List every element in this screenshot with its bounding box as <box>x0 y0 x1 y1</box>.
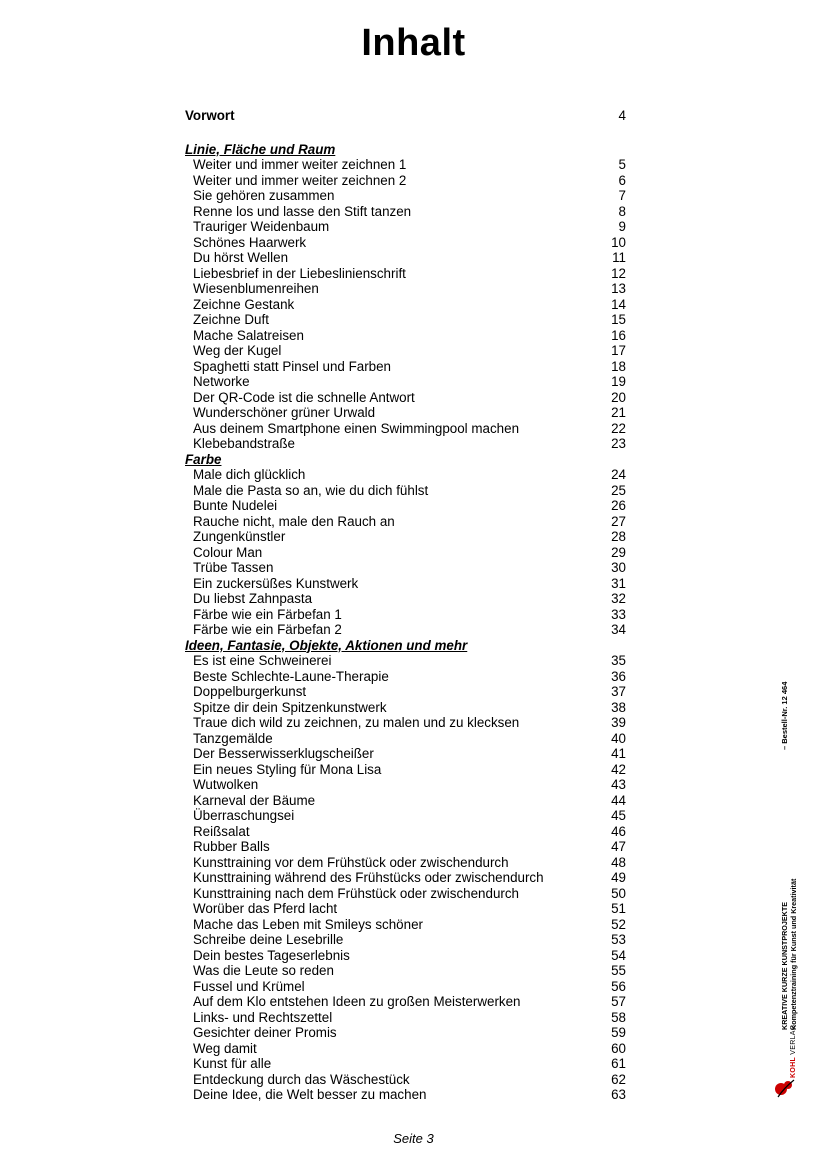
toc-entry-page: 14 <box>611 296 626 312</box>
toc-entry-title: Weiter und immer weiter zeichnen 2 <box>193 172 407 188</box>
toc-entry-page: 37 <box>611 684 626 699</box>
toc-entry-page: 59 <box>611 1025 626 1040</box>
toc-entry-page: 39 <box>611 715 626 730</box>
toc-entry-page: 34 <box>611 622 626 637</box>
toc-entry <box>185 808 626 824</box>
toc-entry-page: 25 <box>611 482 626 498</box>
toc-entry <box>185 731 626 747</box>
toc-entry-title: Deine Idee, die Welt besser zu machen <box>193 1087 427 1102</box>
toc-entry-title: Der QR-Code ist die schnelle Antwort <box>193 389 415 405</box>
toc-entry-title: Gesichter deiner Promis <box>193 1025 337 1040</box>
toc-entry <box>185 886 626 902</box>
toc-entry <box>185 421 626 437</box>
toc-entry-title: Wiesenblumenreihen <box>193 281 319 296</box>
toc-entry-title: Vorwort <box>185 108 235 123</box>
toc-entry-page: 28 <box>611 529 626 544</box>
toc-entry-page: 21 <box>611 405 626 420</box>
toc-entry-page: 20 <box>611 389 626 405</box>
toc-entry <box>185 994 626 1010</box>
toc-entry-page: 22 <box>611 420 626 436</box>
toc-entry-title: Farbe <box>185 451 222 467</box>
toc-entry-title: Färbe wie ein Färbefan 2 <box>193 622 342 637</box>
toc-entry-page: 57 <box>611 994 626 1009</box>
toc-entry-title: Trübe Tassen <box>193 560 274 575</box>
toc-entry-page: 24 <box>611 467 626 482</box>
toc-entry <box>185 1087 626 1103</box>
toc-entry-title: Links- und Rechtszettel <box>193 1009 333 1025</box>
toc-entry <box>185 948 626 964</box>
toc-entry-page: 10 <box>611 234 626 250</box>
toc-entry-page: 47 <box>611 839 626 854</box>
toc-entry <box>185 700 626 716</box>
toc-entry-page: 46 <box>611 823 626 839</box>
page-footer: Seite 3 <box>393 1131 434 1146</box>
toc-entry-title: Weiter und immer weiter zeichnen 1 <box>193 157 407 172</box>
toc-entry <box>185 343 626 359</box>
publisher-logo-icon <box>774 1076 798 1098</box>
toc-section-heading <box>185 142 626 158</box>
toc-entry <box>185 777 626 793</box>
toc-entry <box>185 1025 626 1041</box>
toc-entry-title: Rubber Balls <box>193 839 270 854</box>
toc-entry-page: 33 <box>611 606 626 622</box>
toc-entry <box>185 297 626 313</box>
toc-entry-title: Spaghetti statt Pinsel und Farben <box>193 358 392 374</box>
toc-entry-title: Ein neues Styling für Mona Lisa <box>193 761 382 777</box>
toc-entry-title: Bunte Nudelei <box>193 498 278 513</box>
toc-entry-page: 17 <box>611 343 626 358</box>
toc-entry-page: 63 <box>611 1087 626 1102</box>
toc-entry <box>185 932 626 948</box>
toc-entry-title: Zeichne Duft <box>193 312 269 327</box>
toc-entry-title: Der Besserwisserklugscheißer <box>193 746 374 761</box>
toc-entry-page: 19 <box>611 374 626 389</box>
toc-entry-page: 41 <box>611 746 626 761</box>
toc-section-heading <box>185 638 626 654</box>
toc-entry-page: 11 <box>612 250 626 265</box>
toc-entry-page: 51 <box>611 901 626 916</box>
toc-entry-page: 62 <box>611 1071 626 1087</box>
toc-entry-page: 12 <box>611 265 626 281</box>
toc-entry-page: 42 <box>611 761 626 777</box>
toc-entry <box>185 762 626 778</box>
toc-entry-title: Mache Salatreisen <box>193 327 304 343</box>
toc-entry-title: Wunderschöner grüner Urwald <box>193 405 376 420</box>
toc-entry-title: Male die Pasta so an, wie du dich fühlst <box>193 482 429 498</box>
toc-entry-title: Colour Man <box>193 544 263 560</box>
toc-entry <box>185 669 626 685</box>
toc-entry-title: Worüber das Pferd lacht <box>193 901 338 916</box>
toc-entry-page: 32 <box>611 591 626 606</box>
toc-entry-page: 45 <box>611 808 626 823</box>
series-title: KREATIVE KURZE KUNSTPROJEKTE <box>780 901 789 1030</box>
toc-entry-title: Entdeckung durch das Wäschestück <box>193 1071 410 1087</box>
toc-entry-page: 53 <box>611 932 626 947</box>
toc-entry-page: 8 <box>618 203 626 219</box>
toc-entry-page: 6 <box>618 172 626 188</box>
toc-entry <box>185 1010 626 1026</box>
toc-entry <box>185 963 626 979</box>
toc-entry-title: Kunsttraining während des Frühstücks oder zwischendurch <box>193 870 544 885</box>
toc-entry-title: Spitze dir dein Spitzenkunstwerk <box>193 699 387 715</box>
toc-entry <box>185 498 626 514</box>
toc-entry-page: 13 <box>611 281 626 296</box>
toc-entry-page: 60 <box>611 1040 626 1056</box>
toc-entry-page: 48 <box>611 854 626 870</box>
page-title: Inhalt <box>361 22 466 64</box>
toc-entry-page: 5 <box>618 157 626 172</box>
toc-entry <box>185 855 626 871</box>
toc-entry-page: 40 <box>611 730 626 746</box>
sidebar-text <box>780 650 810 1030</box>
toc-entry-page: 43 <box>611 777 626 792</box>
toc-entry <box>185 839 626 855</box>
toc-entry-title: Reißsalat <box>193 823 250 839</box>
toc-entry-page: 4 <box>618 108 626 123</box>
toc-entry-page: 30 <box>611 560 626 575</box>
toc-entry-title: Karneval der Bäume <box>193 792 316 808</box>
publisher-name <box>790 1024 802 1078</box>
toc-entry-page: 18 <box>611 358 626 374</box>
order-number: – Bestell-Nr. 12 464 <box>780 681 789 750</box>
toc-entry <box>185 374 626 390</box>
toc-entry-title: Schreibe deine Lesebrille <box>193 932 344 947</box>
toc-entry <box>185 1056 626 1072</box>
toc-entry-page: 54 <box>611 947 626 963</box>
toc-entry-page: 44 <box>611 792 626 808</box>
toc-entry-page: 55 <box>611 963 626 978</box>
toc-entry <box>185 684 626 700</box>
toc-entry <box>185 529 626 545</box>
toc-entry-title: Kunsttraining nach dem Frühstück oder zwischendurch <box>193 885 520 901</box>
toc-entry-page: 26 <box>611 498 626 513</box>
toc-entry-page: 27 <box>611 513 626 529</box>
toc-entry-page: 58 <box>611 1009 626 1025</box>
toc-entry-page: 50 <box>611 885 626 901</box>
toc-entry-page: 29 <box>611 544 626 560</box>
toc-entry-page: 36 <box>611 668 626 684</box>
toc-entry-page: 9 <box>618 219 626 234</box>
publisher-sidebar <box>770 681 810 1100</box>
toc-entry <box>185 250 626 266</box>
toc-entry-title: Beste Schlechte-Laune-Therapie <box>193 668 389 684</box>
toc-entry <box>185 235 626 251</box>
toc-entry <box>185 622 626 638</box>
publisher-kohl: KOHL <box>790 1056 797 1078</box>
toc-entry-title: Linie, Fläche und Raum <box>185 141 336 157</box>
toc-entry-title: Zungenkünstler <box>193 529 286 544</box>
toc-entry <box>185 607 626 623</box>
toc-entry-title: Liebesbrief in der Liebeslinienschrift <box>193 265 406 281</box>
toc-entry <box>185 405 626 421</box>
toc-entry <box>185 467 626 483</box>
toc-entry-title: Ideen, Fantasie, Objekte, Aktionen und mehr <box>185 637 468 653</box>
toc-entry-title: Traue dich wild zu zeichnen, zu malen und zu klecksen <box>193 715 520 730</box>
toc-entry-page: 49 <box>611 870 626 885</box>
toc-entry <box>185 173 626 189</box>
toc-entry-title: Du hörst Wellen <box>193 250 289 265</box>
toc-entry <box>185 901 626 917</box>
toc-entry <box>185 1041 626 1057</box>
toc-entry <box>185 576 626 592</box>
toc-entry-title: Was die Leute so reden <box>193 963 334 978</box>
toc-entry-title: Doppelburgerkunst <box>193 684 307 699</box>
toc-entry-page: 61 <box>611 1056 626 1071</box>
toc-entry <box>185 824 626 840</box>
toc-entry <box>185 312 626 328</box>
toc-entry-title: Du liebst Zahnpasta <box>193 591 313 606</box>
toc-entry-page: 16 <box>611 327 626 343</box>
toc-entry-title: Sie gehören zusammen <box>193 188 335 203</box>
toc-entry-title: Male dich glücklich <box>193 467 306 482</box>
table-of-contents <box>185 108 626 1103</box>
toc-entry <box>185 108 626 124</box>
toc-entry <box>185 591 626 607</box>
toc-entry-page: 35 <box>611 653 626 668</box>
toc-entry <box>185 715 626 731</box>
toc-entry <box>185 979 626 995</box>
toc-entry <box>185 483 626 499</box>
toc-entry <box>185 545 626 561</box>
toc-entry-page: 23 <box>611 436 626 451</box>
toc-entry-title: Es ist eine Schweinerei <box>193 653 332 668</box>
toc-entry-title: Zeichne Gestank <box>193 296 295 312</box>
toc-entry <box>185 188 626 204</box>
toc-entry <box>185 514 626 530</box>
toc-entry-page: 52 <box>611 916 626 932</box>
toc-entry-page: 15 <box>611 312 626 327</box>
toc-entry <box>185 653 626 669</box>
toc-entry-title: Klebebandstraße <box>193 436 295 451</box>
series-subtitle: Kompetenztraining für Kunst und Kreativität <box>789 878 798 1030</box>
toc-entry-page: 56 <box>611 978 626 994</box>
toc-entry <box>185 560 626 576</box>
toc-entry-title: Weg damit <box>193 1040 257 1056</box>
publisher-verlag: VERLAG <box>790 1024 797 1055</box>
toc-entry <box>185 281 626 297</box>
toc-entry-title: Mache das Leben mit Smileys schöner <box>193 916 423 932</box>
toc-entry <box>185 219 626 235</box>
toc-entry <box>185 157 626 173</box>
toc-entry-title: Wutwolken <box>193 777 259 792</box>
toc-entry <box>185 328 626 344</box>
toc-entry <box>185 870 626 886</box>
toc-entry-title: Kunsttraining vor dem Frühstück oder zwischendurch <box>193 854 509 870</box>
toc-entry-title: Rauche nicht, male den Rauch an <box>193 513 395 529</box>
toc-entry <box>185 793 626 809</box>
toc-entry-title: Schönes Haarwerk <box>193 234 307 250</box>
toc-entry <box>185 266 626 282</box>
toc-section-heading <box>185 452 626 468</box>
toc-entry-page: 31 <box>611 575 626 591</box>
toc-entry <box>185 390 626 406</box>
toc-entry-title: Auf dem Klo entstehen Ideen zu großen Meisterwerken <box>193 994 521 1009</box>
toc-entry-title: Kunst für alle <box>193 1056 272 1071</box>
toc-entry <box>185 1072 626 1088</box>
toc-entry-title: Färbe wie ein Färbefan 1 <box>193 606 342 622</box>
toc-entry <box>185 436 626 452</box>
toc-entry-title: Ein zuckersüßes Kunstwerk <box>193 575 359 591</box>
toc-entry <box>185 746 626 762</box>
publisher-logo-block <box>772 1024 808 1100</box>
toc-entry-page: 7 <box>618 188 626 203</box>
toc-entry-title: Überraschungsei <box>193 808 295 823</box>
toc-entry-title: Weg der Kugel <box>193 343 282 358</box>
toc-entry-title: Dein bestes Tageserlebnis <box>193 947 350 963</box>
toc-entry <box>185 204 626 220</box>
toc-entry-title: Tanzgemälde <box>193 730 273 746</box>
toc-entry <box>185 359 626 375</box>
toc-entry-title: Renne los und lasse den Stift tanzen <box>193 203 412 219</box>
toc-entry-title: Trauriger Weidenbaum <box>193 219 330 234</box>
toc-entry <box>185 917 626 933</box>
toc-entry-title: Networke <box>193 374 250 389</box>
toc-entry-title: Aus deinem Smartphone einen Swimmingpool machen <box>193 420 520 436</box>
toc-entry-page: 38 <box>611 699 626 715</box>
toc-entry-title: Fussel und Krümel <box>193 978 305 994</box>
